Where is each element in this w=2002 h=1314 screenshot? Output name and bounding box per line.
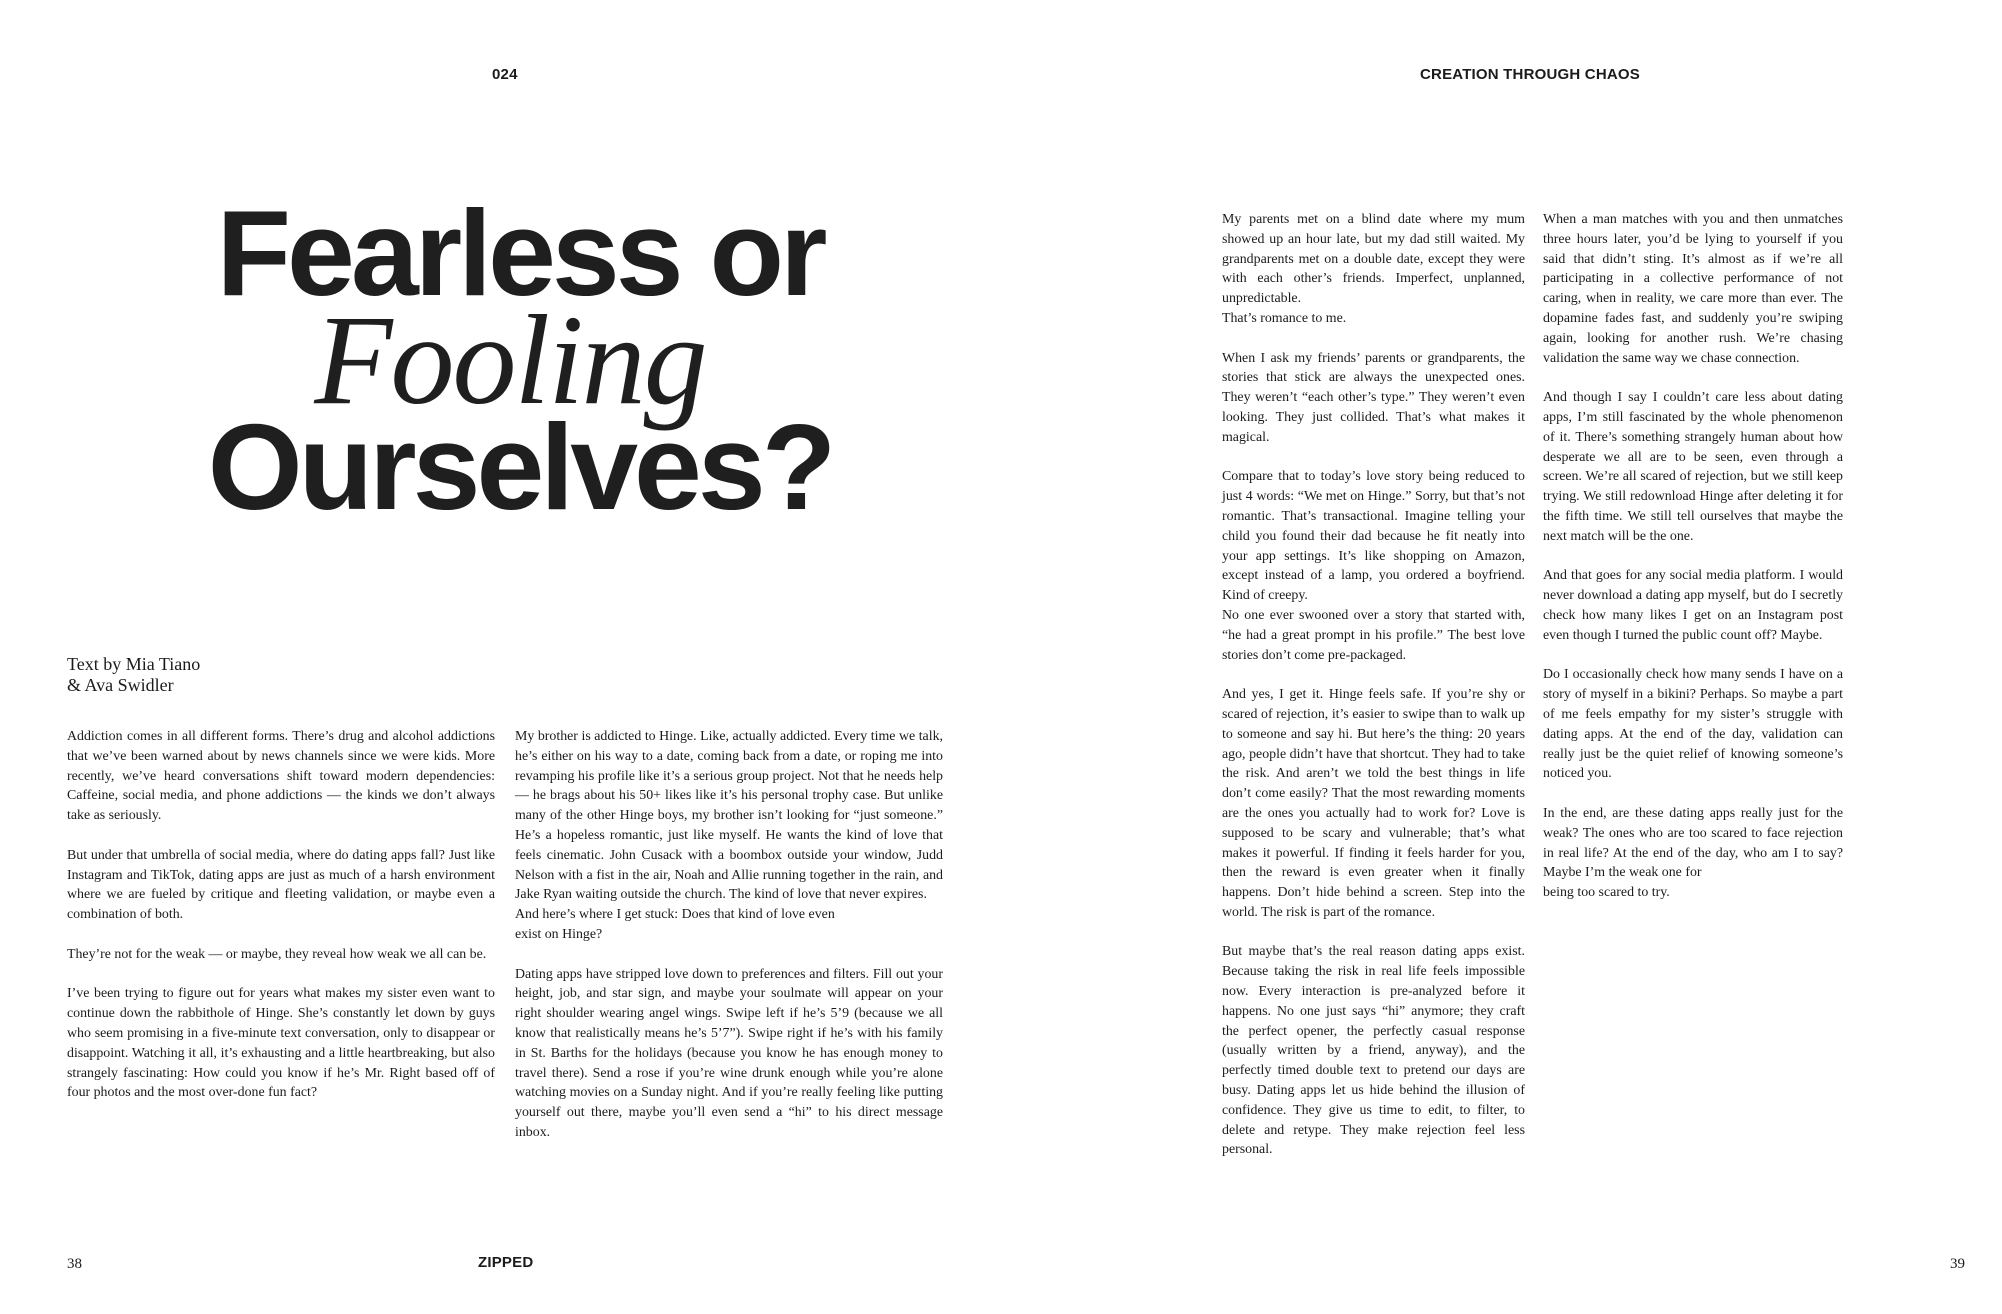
paragraph: I’ve been trying to figure out for years what makes my sister even want to continue down the rabbithole of Hinge. She’s constantly let down by guys who seem promising in a five-minute text conversation, only to disappear or disappoint. Watching it all, it’s exhausting and a little heartbreaking, but also strangely fascinating: How could you know if he’s Mr. Right based off of four photos and the most over-done fun fact? bbox=[67, 986, 495, 1101]
paragraph: When I ask my friends’ parents or grandparents, the stories that stick are always the unexpected ones. They weren’t “each other’s type.” They weren’t even looking. They just collided. That’s what makes it magical. bbox=[1222, 350, 1525, 445]
byline bbox=[67, 654, 367, 696]
headline-line-3: Ourselves? bbox=[207, 399, 833, 535]
byline-line-2: & Ava Swidler bbox=[67, 675, 174, 695]
right-folio: 39 bbox=[1950, 1256, 1965, 1272]
paragraph: Compare that to today’s love story being reduced to just 4 words: “We met on Hinge.” Sorry, but that’s not romantic. That’s transactional. Imagine telling your child you found their dad because he fit neatly into your app settings. It’s like shopping on Amazon, except instead of a lamp, you ordered a boyfriend. Kind of creepy. bbox=[1222, 469, 1525, 604]
article-headline bbox=[190, 185, 850, 535]
paragraph: My parents met on a blind date where my mum showed up an hour late, but my dad still waited. My grandparents met on a double date, except they were with each other’s friends. Imperfect, unplanned, unpredictable. bbox=[1222, 212, 1525, 307]
paragraph: Addiction comes in all different forms. There’s drug and alcohol addictions that we’ve been warned about by news channels since we were kids. More recently, we’ve heard conversations shift toward modern dependencies: Caffeine, social media, and phone addictions — the kinds we don’t always take as seriously. bbox=[67, 729, 495, 824]
paragraph: But under that umbrella of social media, where do dating apps fall? Just like Instagram and TikTok, dating apps are just as much of a harsh environment where we are fueled by critique and fleeting validation, or maybe even a combination of both. bbox=[67, 847, 495, 923]
paragraph: And though I say I couldn’t care less about dating apps, I’m still fascinated by the whole phenomenon of it. There’s something strangely human about how desperate we all are to be seen, even through a screen. We’re all scared of rejection, but we still keep trying. We still redownload Hinge after deleting it for the fifth time. We still tell ourselves that maybe the next match will be the one. bbox=[1543, 390, 1843, 544]
left-folio: 38 bbox=[67, 1256, 82, 1272]
paragraph: But maybe that’s the real reason dating apps exist. Because taking the risk in real life feels impossible now. Every interaction is pre-analyzed before it happens. No one just says “hi” anymore; they craft the perfect opener, the perfectly casual response (usually written by a friend, anyway), and the perfectly timed double text to pretend our days are busy. Dating apps let us hide behind the illusion of confidence. They give us time to edit, to filter, to delete and retype. They make rejection feel less personal. bbox=[1222, 944, 1525, 1158]
paragraph-line: That’s romance to me. bbox=[1222, 310, 1347, 326]
page-number-header: 024 bbox=[492, 66, 518, 83]
paragraph: In the end, are these dating apps really just for the weak? The ones who are too scared to face rejection in real life? At the end of the day, who am I to say? Maybe I’m the weak one for bbox=[1543, 805, 1843, 881]
paragraph: And yes, I get it. Hinge feels safe. If you’re shy or scared of rejection, it’s easier to swipe than to walk up to someone and say hi. But here’s the thing: 20 years ago, people didn’t have that shortcut. They had to take the risk. And aren’t we told the best things in life don’t come easily? That the most rewarding moments are the ones you actually had to work for? Love is supposed to be scary and vulnerable; that’s what makes it powerful. If finding it feels harder for you, then the reward is even greater when it finally happens. Don’t hide behind a screen. Step into the world. The risk is part of the romance. bbox=[1222, 687, 1525, 920]
magazine-name: ZIPPED bbox=[478, 1254, 534, 1271]
headline-line-2: Fooling bbox=[314, 289, 706, 431]
paragraph: Dating apps have stripped love down to preferences and filters. Fill out your height, job, and star sign, and maybe your soulmate will appear on your right shoulder wearing angel wings. Swipe left if he’s 5’9 (because we all know that realistically means he’s 5’7”). Swipe right if he’s with his family in St. Barths for the holidays (because you know he has enough money to travel there). Send a rose if you’re wine drunk enough while you’re alone watching movies on a Sunday night. And if you’re really feeling like putting yourself out there, maybe you’ll even send a “hi” to his direct message inbox. bbox=[515, 966, 943, 1140]
paragraph-line: being too scared to try. bbox=[1543, 885, 1670, 901]
section-title: CREATION THROUGH CHAOS bbox=[1420, 66, 1640, 83]
paragraph-line: exist on Hinge? bbox=[515, 926, 603, 942]
body-column-3 bbox=[1222, 210, 1525, 1160]
paragraph: No one ever swooned over a story that started with, “he had a great prompt in his profile.” The best love stories don’t come pre-packaged. bbox=[1222, 607, 1525, 663]
body-column-4 bbox=[1543, 210, 1843, 903]
paragraph: Do I occasionally check how many sends I have on a story of myself in a bikini? Perhaps. So maybe a part of me feels empathy for my sister’s struggle with dating apps. At the end of the day, validation can really just be the quiet relief of knowing someone’s noticed you. bbox=[1543, 667, 1843, 782]
paragraph: When a man matches with you and then unmatches three hours later, you’d be lying to yourself if you said that didn’t sting. It’s almost as if we’re all participating in a collective performance of not caring, when in reality, we care more than ever. The dopamine fades fast, and suddenly you’re swiping again, looking for another rush. We’re chasing validation the same way we chase connection. bbox=[1543, 212, 1843, 366]
body-column-2 bbox=[515, 727, 943, 1143]
paragraph-line: And here’s where I get stuck: Does that kind of love even bbox=[515, 907, 835, 923]
byline-line-1: Text by Mia Tiano bbox=[67, 654, 201, 674]
body-column-1 bbox=[67, 727, 495, 1103]
paragraph: And that goes for any social media platform. I would never download a dating app myself, but do I secretly check how many likes I get on an Instagram post even though I turned the public count off? Maybe. bbox=[1543, 568, 1843, 643]
paragraph: They’re not for the weak — or maybe, they reveal how weak we all can be. bbox=[67, 946, 487, 962]
headline-line-1: Fearless or bbox=[216, 185, 824, 321]
paragraph: My brother is addicted to Hinge. Like, actually addicted. Every time we talk, he’s either on his way to a date, coming back from a date, or roping me into revamping his profile like it’s a serious group project. Not that he needs help — he brags about his 50+ likes like it’s his personal trophy case. But unlike many of the other Hinge boys, my brother isn’t looking for “just someone.” He’s a hopeless romantic, just like myself. He wants the kind of love that feels cinematic. John Cusack with a boombox outside your window, Judd Nelson with a fist in the air, Noah and Allie running together in the rain, and Jake Ryan waiting outside the church. The kind of love that never expires. bbox=[515, 729, 943, 903]
